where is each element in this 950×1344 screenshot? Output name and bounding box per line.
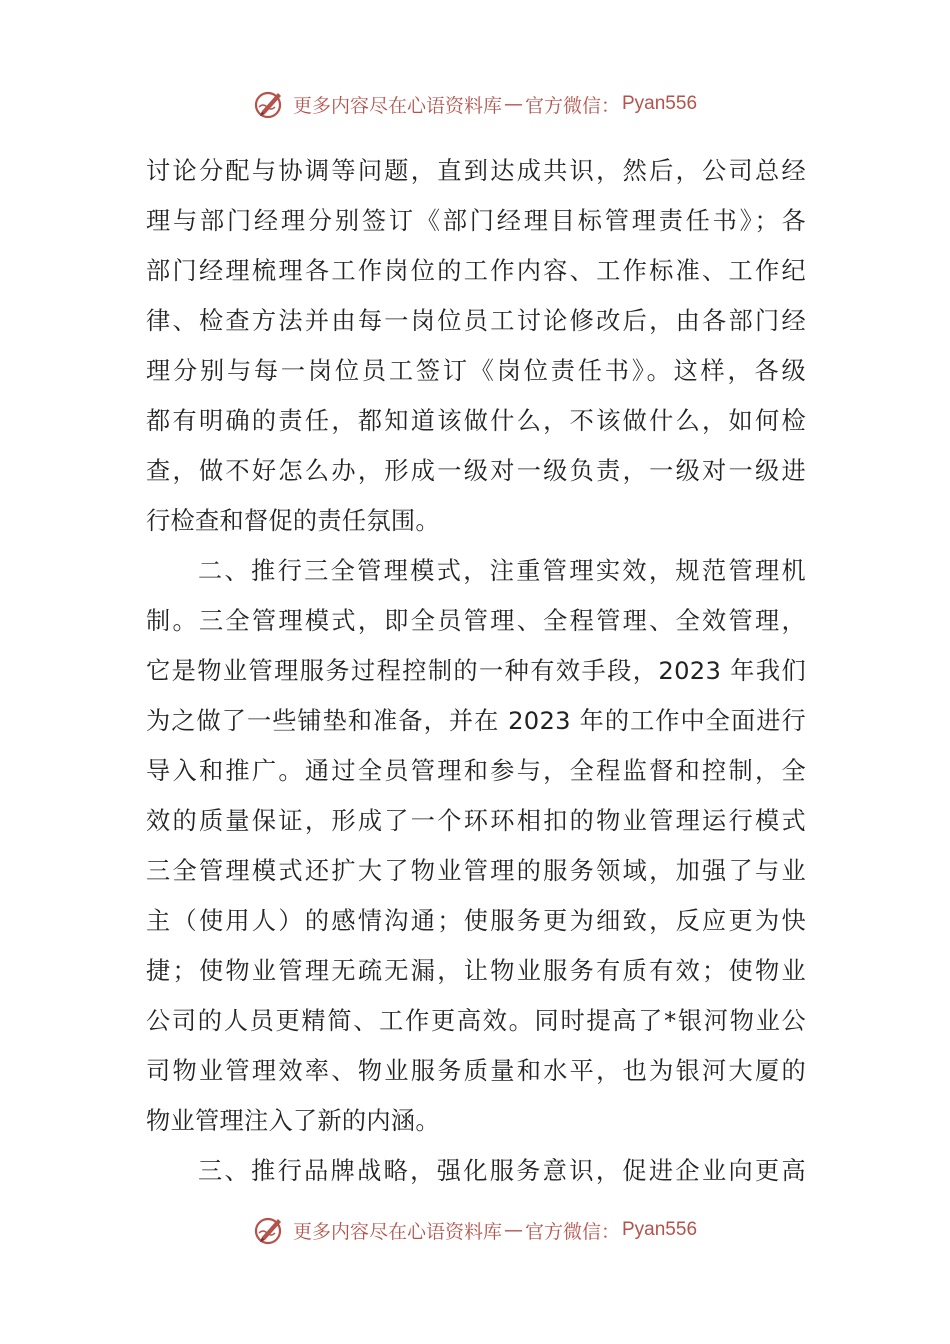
text-line: 司物业管理效率、物业服务质量和水平，也为银河大厦的 [146, 1057, 806, 1085]
header-brand: 更多内容尽在心语资料库 [292, 94, 502, 117]
text-line: 讨论分配与协调等问题，直到达成共识，然后，公司总经 [146, 157, 806, 185]
header-account: Pyan556 [622, 93, 698, 114]
footer-wechat-label: 官方微信： [524, 1220, 620, 1243]
footer-account: Pyan556 [622, 1219, 698, 1240]
text-line: 律、检查方法并由每一岗位员工讨论修改后，由各部门经 [146, 307, 806, 335]
text-line: 三全管理模式还扩大了物业管理的服务领域，加强了与业 [146, 857, 806, 885]
text-line: 效的质量保证，形成了一个环环相扣的物业管理运行模式 [146, 807, 806, 835]
text-line: 导入和推广。通过全员管理和参与，全程监督和控制，全 [146, 757, 806, 785]
text-line: 为之做了一些铺垫和准备，并在 2023 年的工作中全面进行 [146, 707, 806, 735]
footer-watermark [0, 1208, 950, 1252]
header-wechat-label: 官方微信： [524, 94, 620, 117]
document-body [146, 146, 806, 1196]
text-line: 理分别与每一岗位员工签订《岗位责任书》。这样，各级 [146, 357, 806, 385]
paragraph-start-line: 二、推行三全管理模式，注重管理实效，规范管理机 [198, 557, 806, 585]
pen-logo-icon [253, 87, 287, 121]
header-watermark [0, 82, 950, 126]
text-line: 制。三全管理模式，即全员管理、全程管理、全效管理， [146, 607, 806, 635]
text-line: 捷；使物业管理无疏无漏，让物业服务有质有效；使物业 [146, 957, 806, 985]
pen-logo-icon [253, 1213, 287, 1247]
text-line: 主（使用人）的感情沟通；使服务更为细致，反应更为快 [146, 907, 806, 935]
text-line: 它是物业管理服务过程控制的一种有效手段，2023 年我们 [146, 657, 806, 685]
text-line: 查，做不好怎么办，形成一级对一级负责，一级对一级进 [146, 457, 806, 485]
footer-brand: 更多内容尽在心语资料库 [292, 1220, 502, 1243]
text-line: 公司的人员更精简、工作更高效。同时提高了*银河物业公 [146, 1007, 806, 1035]
text-line: 物业管理注入了新的内涵。 [146, 1107, 440, 1135]
paragraph-start-line: 三、推行品牌战略，强化服务意识，促进企业向更高 [198, 1157, 806, 1185]
footer-separator: — [503, 1219, 523, 1241]
text-line: 都有明确的责任，都知道该做什么，不该做什么，如何检 [146, 407, 806, 435]
header-separator: — [503, 93, 523, 115]
text-line: 行检查和督促的责任氛围。 [146, 507, 440, 535]
text-line: 部门经理梳理各工作岗位的工作内容、工作标准、工作纪 [146, 257, 806, 285]
text-line: 理与部门经理分别签订《部门经理目标管理责任书》；各 [146, 207, 806, 235]
